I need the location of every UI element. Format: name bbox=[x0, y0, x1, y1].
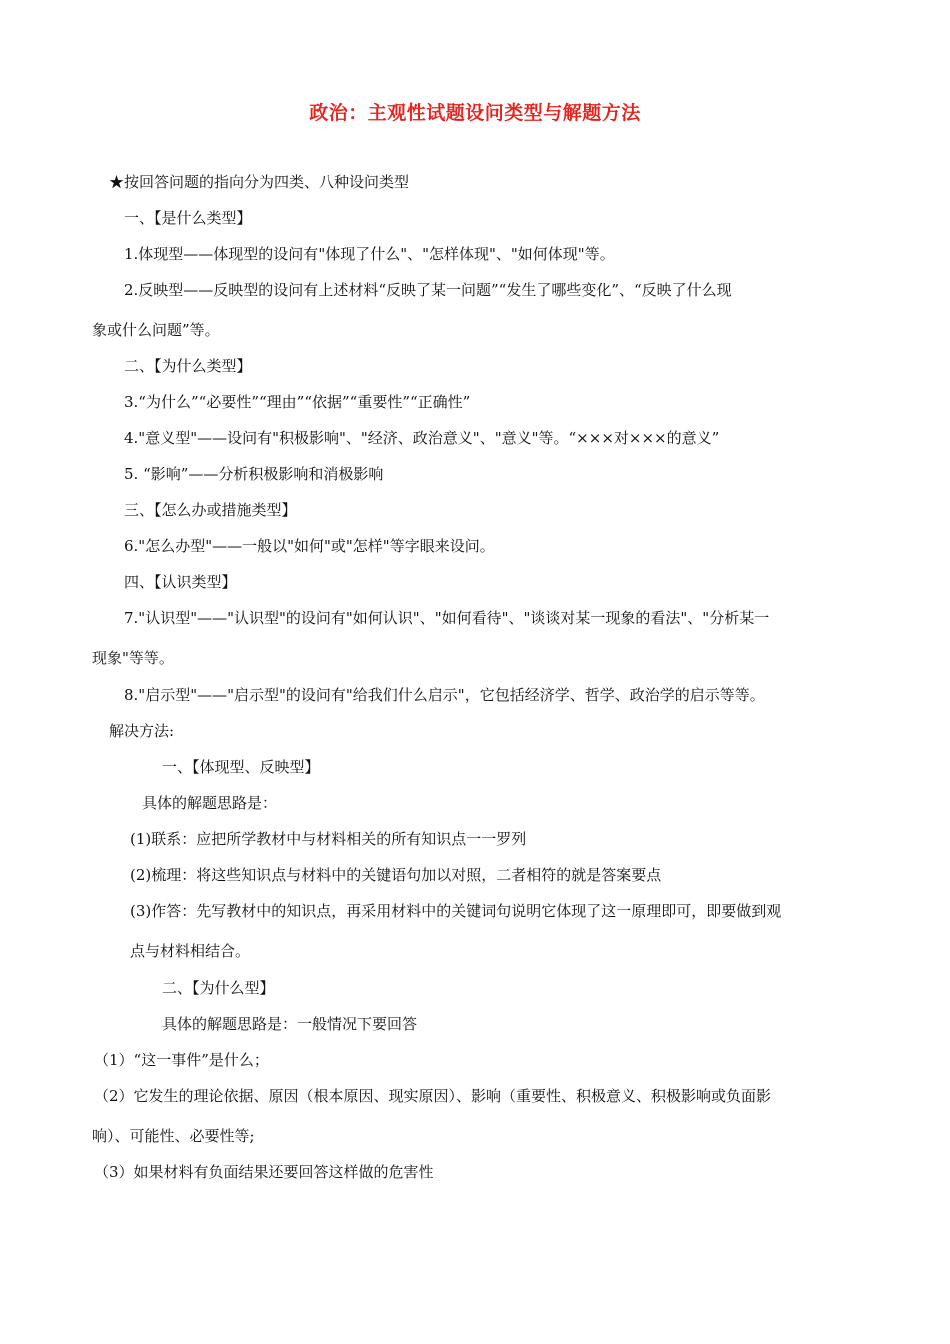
document-title: 政治：主观性试题设问类型与解题方法 bbox=[309, 102, 641, 124]
method-heading-1: 一、【体现型、反映型】 bbox=[162, 758, 320, 776]
section-heading-what: 一、【是什么类型】 bbox=[124, 209, 252, 227]
type-item-4: 4."意义型"——设问有"积极影响"、"经济、政治意义"、"意义"等。“×××对×××的意义” bbox=[124, 429, 720, 447]
type-item-6: 6."怎么办型"——一般以"如何"或"怎样"等字眼来设问。 bbox=[124, 537, 495, 555]
methods-heading: 解决方法: bbox=[109, 722, 175, 740]
method-1-step-3-continued: 点与材料相结合。 bbox=[130, 942, 251, 960]
type-item-1: 1.体现型——体现型的设问有"体现了什么"、"怎样体现"、"如何体现"等。 bbox=[124, 245, 615, 263]
method-2-point-2: （2）它发生的理论依据、原因（根本原因、现实原因）、影响（重要性、积极意义、积极影响或负面影 bbox=[94, 1087, 772, 1105]
type-item-8: 8."启示型"——"启示型"的设问有"给我们什么启示"，它包括经济学、哲学、政治学的启示等等。 bbox=[124, 686, 765, 704]
type-item-5: 5. “影响”——分析积极影响和消极影响 bbox=[124, 465, 384, 483]
intro-line: ★按回答问题的指向分为四类、八种设问类型 bbox=[109, 173, 410, 191]
section-heading-why: 二、【为什么类型】 bbox=[124, 357, 252, 375]
type-item-7: 7."认识型"——"认识型"的设问有"如何认识"、"如何看待"、"谈谈对某一现象的看法"、"分析某一 bbox=[124, 609, 770, 627]
section-heading-how: 三、【怎么办或措施类型】 bbox=[124, 501, 297, 519]
method-2-point-1: （1）“这一事件”是什么； bbox=[94, 1051, 269, 1069]
method-2-intro: 具体的解题思路是：一般情况下要回答 bbox=[162, 1015, 418, 1033]
section-heading-understanding: 四、【认识类型】 bbox=[124, 573, 237, 591]
method-1-step-1: (1)联系：应把所学教材中与材料相关的所有知识点一一罗列 bbox=[130, 830, 527, 848]
method-heading-2: 二、【为什么型】 bbox=[162, 979, 275, 997]
method-2-point-3: （3）如果材料有负面结果还要回答这样做的危害性 bbox=[94, 1163, 434, 1181]
type-item-3: 3.“为什么”“必要性”“理由”“依据”“重要性”“正确性” bbox=[124, 393, 471, 411]
type-item-2: 2.反映型——反映型的设问有上述材料“反映了某一问题”“发生了哪些变化”、“反映了什么现 bbox=[124, 281, 732, 299]
type-item-2-continued: 象或什么问题”等。 bbox=[92, 321, 220, 339]
method-1-intro: 具体的解题思路是： bbox=[142, 794, 278, 812]
method-1-step-2: (2)梳理：将这些知识点与材料中的关键语句加以对照，二者相符的就是答案要点 bbox=[130, 866, 662, 884]
type-item-7-continued: 现象"等等。 bbox=[92, 649, 174, 667]
method-1-step-3: (3)作答：先写教材中的知识点，再采用材料中的关键词句说明它体现了这一原理即可，即要做到观 bbox=[130, 902, 782, 920]
method-2-point-2-continued: 响）、可能性、必要性等; bbox=[92, 1127, 255, 1145]
